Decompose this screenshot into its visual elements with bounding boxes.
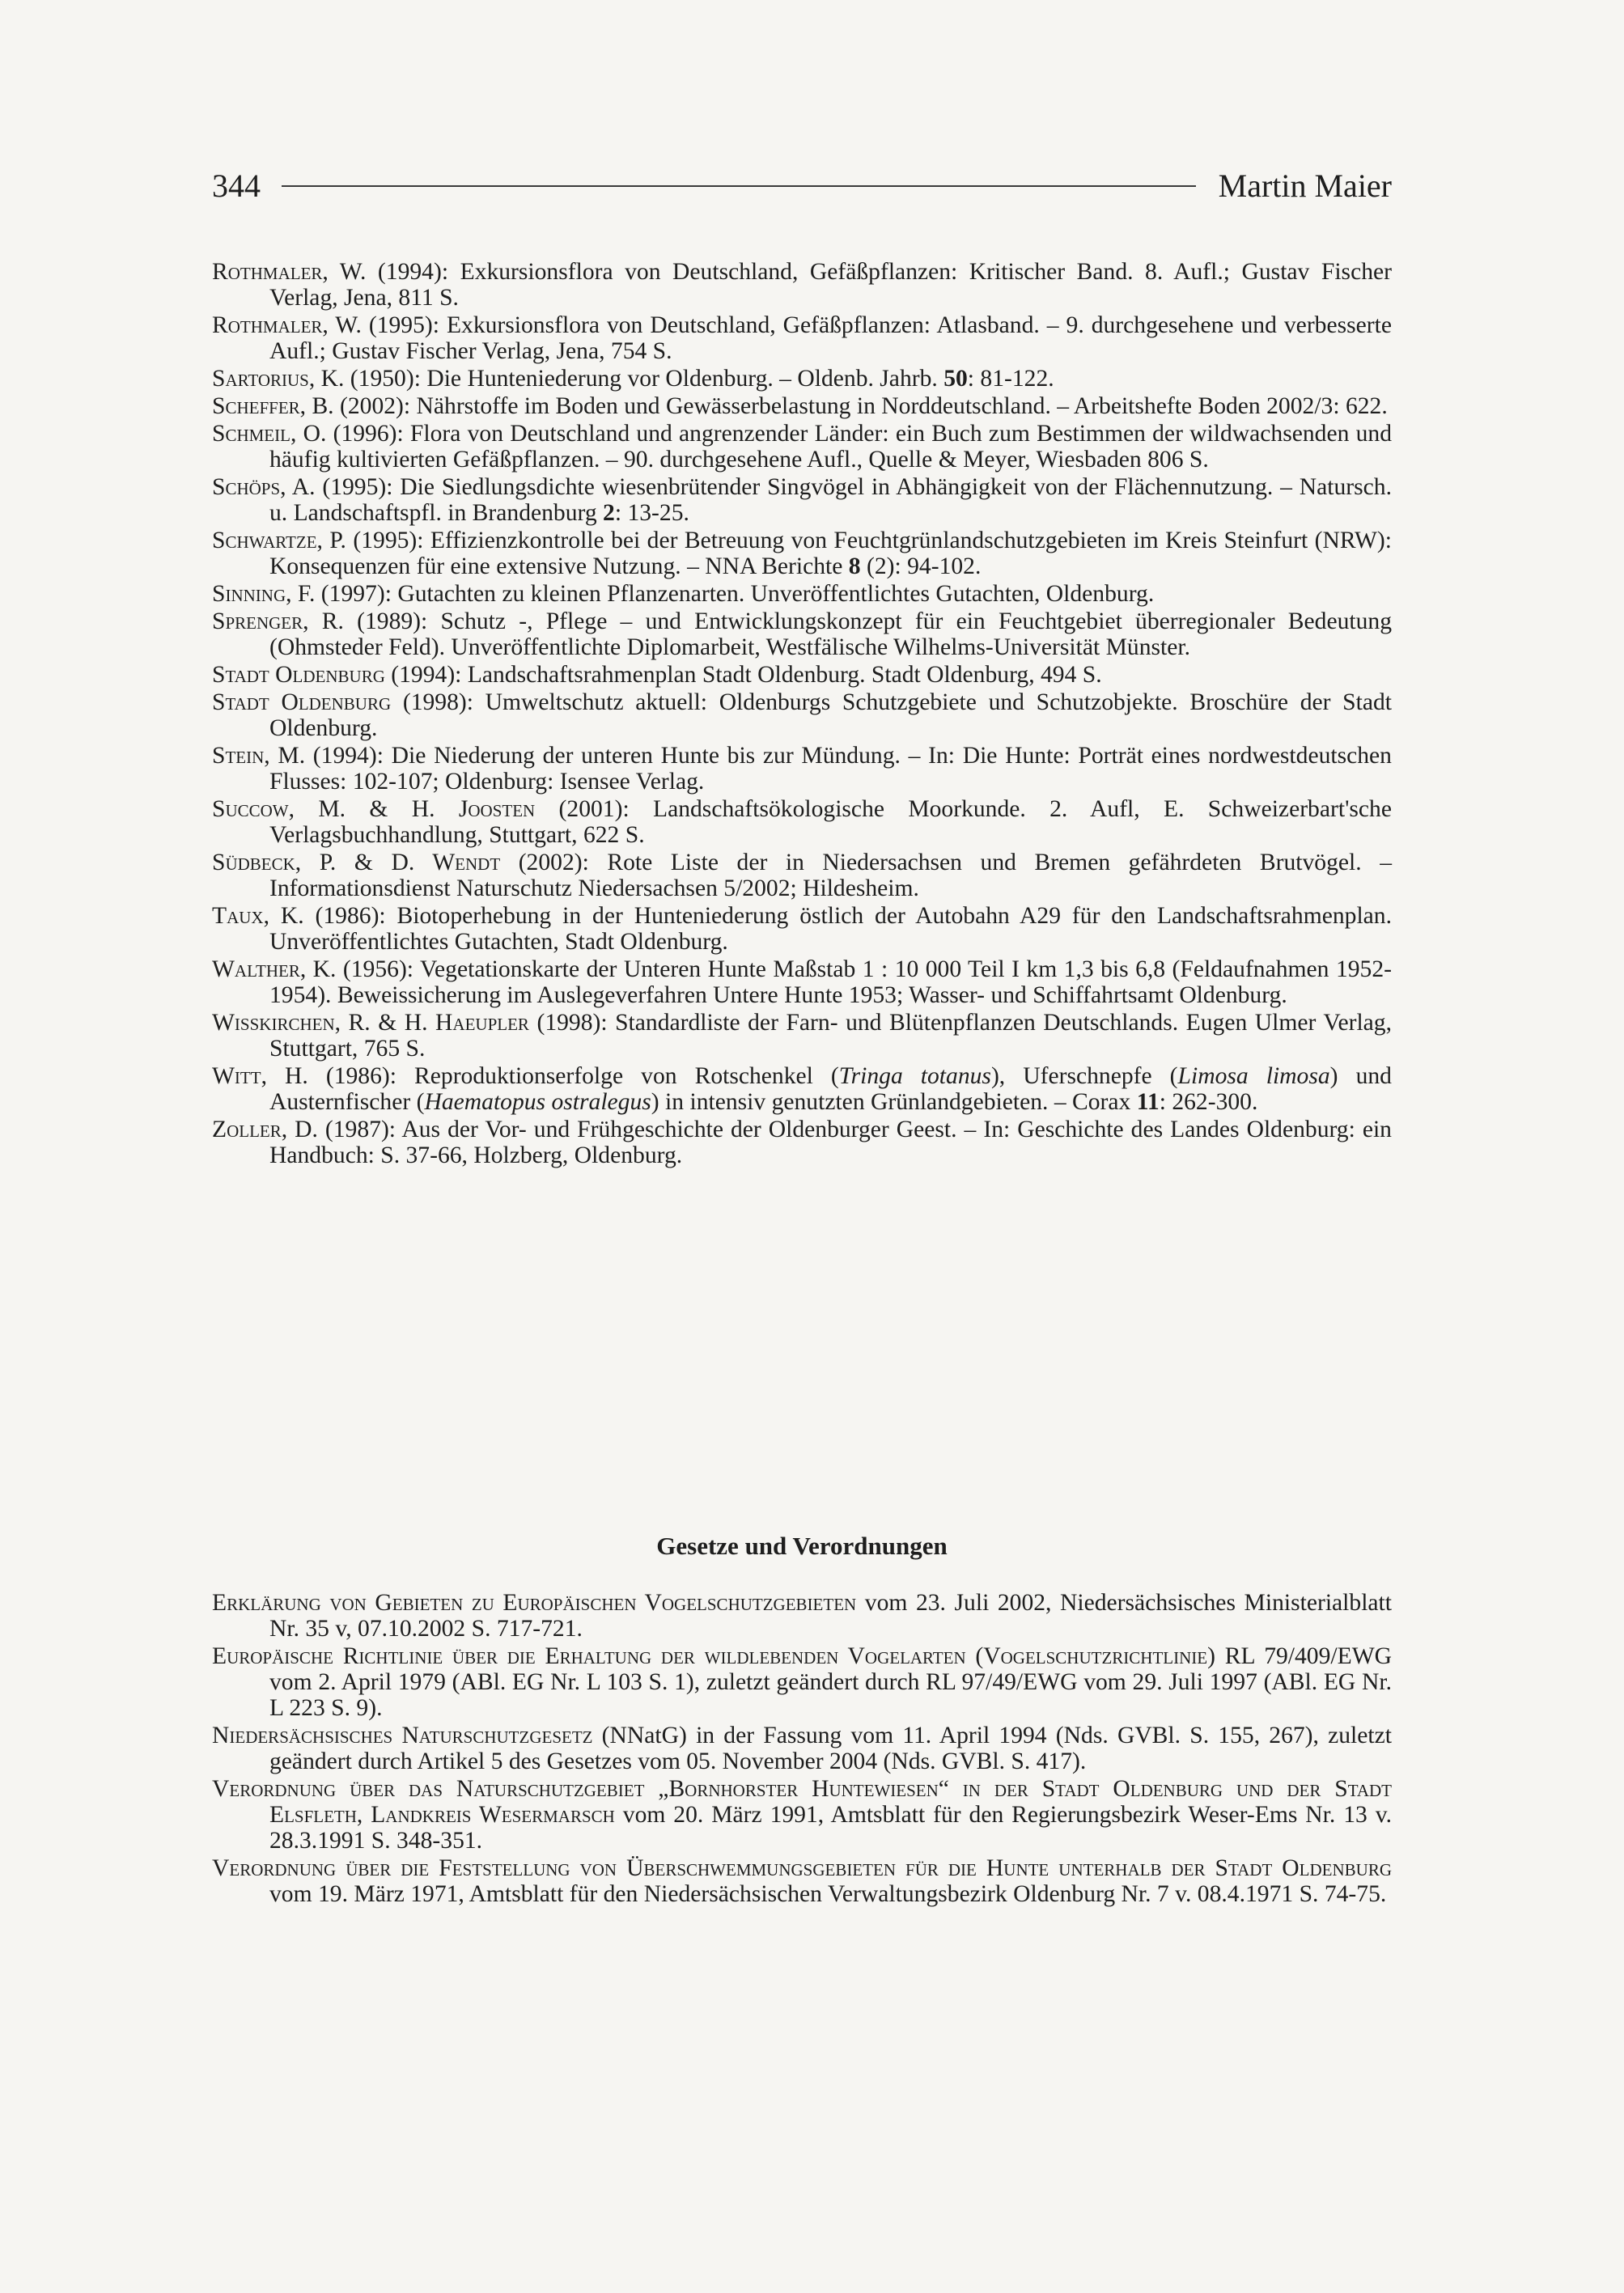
reference-entry — [212, 1010, 1392, 1062]
running-header — [212, 166, 1392, 206]
reference-text: & — [336, 850, 392, 875]
reference-list — [212, 259, 1392, 1168]
law-title: Niedersächsisches Naturschutzgesetz — [212, 1723, 593, 1748]
law-text: RL 79/409/EWG vom 2. April 1979 (ABl. EG Nr. L 103 S. 1), zuletzt geändert durch RL 97/49/EWG vom 29. Juli 1997 (ABl. EG Nr. L 223 S. 9). — [269, 1643, 1393, 1721]
reference-text: (2001): Landschaftsökologische Moorkunde. 2. Aufl, E. Schweizerbart'sche Verlagsbuchhandlung, Stuttgart, 622 S. — [269, 796, 1392, 848]
reference-entry — [212, 474, 1392, 526]
law-title: Verordnung über die Feststellung von Überschwemmungsgebieten für die Hunte unterhalb der Stadt Oldenburg — [212, 1855, 1392, 1881]
reference-entry — [212, 528, 1392, 579]
law-entry — [212, 1590, 1392, 1642]
reference-text: (2002): Rote Liste der in Niedersachsen und Bremen gefährdeten Brutvögel. – Informationsdienst Naturschutz Niedersachsen 5/2002; Hildesheim. — [269, 850, 1392, 901]
reference-text: : 81-122. — [967, 366, 1054, 392]
laws-list — [212, 1590, 1392, 1907]
reference-author: H. Haeupler — [404, 1010, 529, 1036]
species-name: Limosa limosa — [1177, 1063, 1330, 1089]
reference-entry — [212, 312, 1392, 364]
section-heading: Gesetze und Verordnungen — [656, 1532, 948, 1560]
reference-text: (1989): Schutz -, Pflege – und Entwicklungskonzept für ein Feuchtgebiet überregionaler Bedeutung (Ohmsteder Feld). Unveröffentlichte Diplomarbeit, Westfälische Wilhelms-Universität Münster. — [269, 608, 1392, 660]
law-text: vom 20. März 1991, Amtsblatt für den Regierungsbezirk Weser-Ems Nr. 13 v. 28.3.1991 S. 348-351. — [269, 1802, 1392, 1854]
reference-author: H. Joosten — [411, 796, 536, 822]
reference-entry — [212, 850, 1392, 901]
species-name: Tringa totanus — [838, 1063, 991, 1089]
reference-entry — [212, 743, 1392, 795]
law-entry — [212, 1643, 1392, 1721]
reference-text: & — [346, 796, 412, 822]
reference-text: (1994): Exkursionsflora von Deutschland, Gefäßpflanzen: Kritischer Band. 8. Aufl.; Gustav Fischer Verlag, Jena, 811 S. — [269, 259, 1392, 311]
reference-entry — [212, 1063, 1392, 1115]
reference-entry — [212, 393, 1392, 419]
reference-volume: 11 — [1136, 1089, 1160, 1115]
reference-volume: 2 — [603, 500, 615, 526]
law-title: Erklärung von Gebieten zu Europäischen Vogelschutzgebieten — [212, 1590, 857, 1616]
reference-text: (1995): Exkursionsflora von Deutschland, Gefäßpflanzen: Atlasband. – 9. durchgesehene und verbesserte Aufl.; Gustav Fischer Verlag, Jena, 754 S. — [269, 312, 1392, 364]
reference-author: Schöps, A. — [212, 474, 316, 500]
reference-author: D. Wendt — [391, 850, 501, 875]
reference-volume: 8 — [848, 553, 861, 579]
reference-entry — [212, 1117, 1392, 1168]
reference-text: (2002): Nährstoffe im Boden und Gewässerbelastung in Norddeutschland. – Arbeitshefte Boden 2002/3: 622. — [333, 393, 1388, 419]
law-title: Verordnung über das Naturschutzgebiet „Bornhorster Huntewiesen“ in der Stadt Oldenburg und der Stadt Elsfleth, Landkreis Wesermarsch — [212, 1776, 1392, 1828]
reference-author: Schwartze, P. — [212, 528, 346, 553]
reference-text: : 13-25. — [614, 500, 689, 526]
reference-author: Stein, M. — [212, 743, 306, 769]
law-entry — [212, 1855, 1392, 1907]
reference-entry — [212, 366, 1392, 392]
reference-author: Walther, K. — [212, 956, 337, 982]
reference-author: Südbeck, P. — [212, 850, 337, 875]
species-name: Haematopus ostralegus — [424, 1089, 651, 1115]
reference-text: (1950): Die Hunteniederung vor Oldenburg. – Oldenb. Jahrb. — [344, 366, 944, 392]
reference-author: Rothmaler, W. — [212, 312, 362, 338]
reference-text: (1997): Gutachten zu kleinen Pflanzenarten. Unveröffentlichtes Gutachten, Oldenburg. — [315, 581, 1155, 607]
reference-text: (1995): Die Siedlungsdichte wiesenbrütender Singvögel in Abhängigkeit von der Flächennutzung. – Natursch. u. Landschaftspfl. in Brandenburg — [269, 474, 1392, 526]
reference-text: ) und Austernfischer ( — [269, 1063, 1392, 1115]
reference-entry — [212, 903, 1392, 955]
reference-entry — [212, 956, 1392, 1008]
reference-entry — [212, 608, 1392, 660]
reference-text: (1986): Biotoperhebung in der Hunteniederung östlich der Autobahn A29 für den Landschaftsrahmenplan. Unveröffentlichtes Gutachten, Stadt Oldenburg. — [269, 903, 1393, 955]
reference-author: Witt, H. — [212, 1063, 308, 1089]
reference-author: Schmeil, O. — [212, 421, 327, 447]
reference-entry — [212, 581, 1392, 607]
running-author: Martin Maier — [1218, 167, 1392, 204]
header-rule — [282, 185, 1196, 187]
reference-author: Stadt Oldenburg — [212, 662, 385, 688]
reference-text: ), Uferschnepfe ( — [990, 1063, 1178, 1089]
reference-text: & — [370, 1010, 405, 1036]
law-text: vom 19. März 1971, Amtsblatt für den Niedersächsischen Verwaltungsbezirk Oldenburg Nr. 7 v. 08.4.1971 S. 74-75. — [269, 1881, 1387, 1907]
reference-author: Sinning, F. — [212, 581, 316, 607]
reference-author: Succow, M. — [212, 796, 346, 822]
reference-text: (1998): Umweltschutz aktuell: Oldenburgs Schutzgebiete und Schutzobjekte. Broschüre der Stadt Oldenburg. — [269, 689, 1392, 741]
law-entry — [212, 1776, 1392, 1854]
reference-text: (1994): Die Niederung der unteren Hunte bis zur Mündung. – In: Die Hunte: Porträt eines nordwestdeutschen Flusses: 102-107; Oldenburg: Isensee Verlag. — [269, 743, 1392, 795]
reference-text: (1986): Reproduktionserfolge von Rotschenkel ( — [307, 1063, 839, 1089]
reference-text: (1995): Effizienzkontrolle bei der Betreuung von Feuchtgrünlandschutzgebieten im Kreis Steinfurt (NRW): Konsequenzen für eine extensive Nutzung. – NNA Berichte — [269, 528, 1392, 579]
law-entry — [212, 1723, 1392, 1774]
reference-author: Scheffer, B. — [212, 393, 334, 419]
law-text: (NNatG) in der Fassung vom 11. April 1994 (Nds. GVBl. S. 155, 267), zuletzt geändert durch Artikel 5 des Gesetzes vom 05. November 2004 (Nds. GVBl. S. 417). — [269, 1723, 1392, 1774]
reference-entry — [212, 421, 1392, 473]
reference-text: (1996): Flora von Deutschland und angrenzender Länder: ein Buch zum Bestimmen der wildwachsenden und häufig kultivierten Gefäßpflanzen. – 90. durchgesehene Aufl., Quelle & Meyer, Wiesbaden 806 S. — [269, 421, 1392, 473]
page-number: 344 — [212, 167, 261, 204]
reference-author: Stadt Oldenburg — [212, 689, 392, 715]
reference-entry — [212, 689, 1392, 741]
reference-text: (1987): Aus der Vor- und Frühgeschichte der Oldenburger Geest. – In: Geschichte des Landes Oldenburg: ein Handbuch: S. 37-66, Holzberg, Oldenburg. — [269, 1117, 1392, 1168]
reference-text: (1998): Standardliste der Farn- und Blütenpflanzen Deutschlands. Eugen Ulmer Verlag, Stuttgart, 765 S. — [269, 1010, 1393, 1062]
reference-text: : 262-300. — [1159, 1089, 1258, 1115]
reference-author: Sartorius, K. — [212, 366, 345, 392]
reference-text: (1956): Vegetationskarte der Unteren Hunte Maßstab 1 : 10 000 Teil I km 1,3 bis 6,8 (Feldaufnahmen 1952-1954). Beweissicherung im Auslegeverfahren Untere Hunte 1953; Wasser- und Schiffahrtsamt Oldenburg. — [269, 956, 1392, 1008]
reference-text: (2): 94-102. — [860, 553, 982, 579]
reference-entry — [212, 662, 1392, 688]
reference-text: (1994): Landschaftsrahmenplan Stadt Oldenburg. Stadt Oldenburg, 494 S. — [384, 662, 1102, 688]
reference-volume: 50 — [943, 366, 968, 392]
reference-author: Wisskirchen, R. — [212, 1010, 371, 1036]
reference-author: Rothmaler, W. — [212, 259, 367, 285]
reference-author: Zoller, D. — [212, 1117, 318, 1142]
law-title: Europäische Richtlinie über die Erhaltung der wildlebenden Vogelarten (Vogelschutzrichtlinie) — [212, 1643, 1215, 1669]
reference-entry — [212, 259, 1392, 311]
reference-text: ) in intensiv genutzten Grünlandgebieten. – Corax — [651, 1089, 1137, 1115]
reference-entry — [212, 796, 1392, 848]
reference-author: Taux, K. — [212, 903, 304, 929]
law-text: vom 23. Juli 2002, Niedersächsisches Ministerialblatt Nr. 35 v, 07.10.2002 S. 717-721. — [269, 1590, 1392, 1642]
reference-author: Sprenger, R. — [212, 608, 344, 634]
